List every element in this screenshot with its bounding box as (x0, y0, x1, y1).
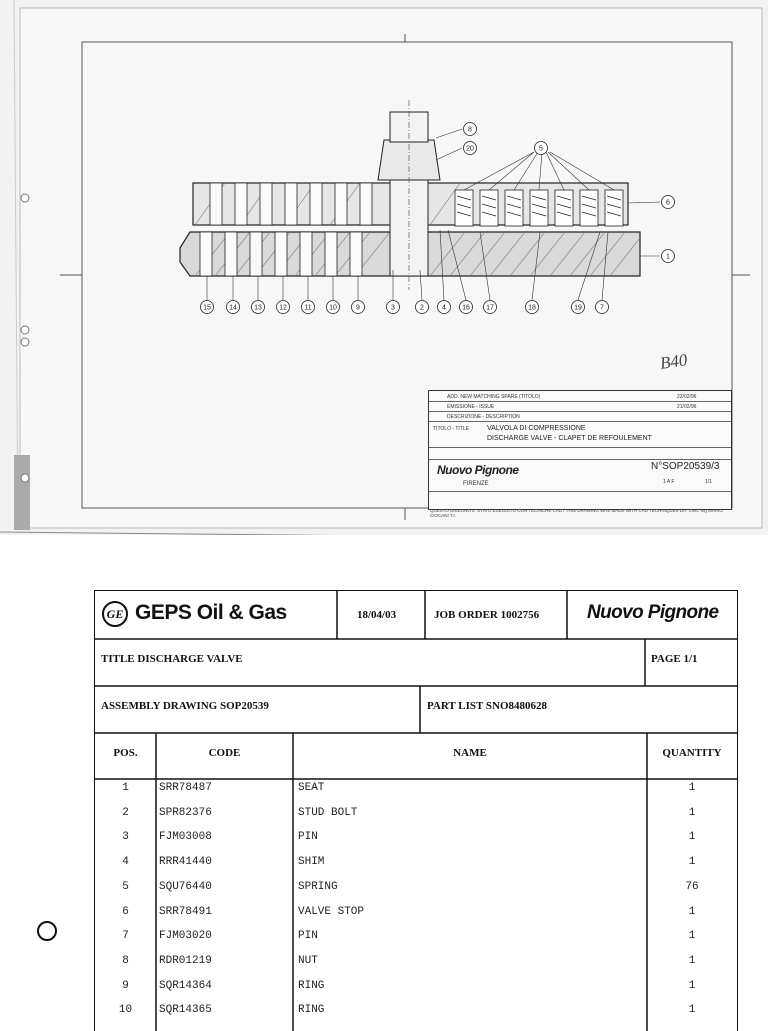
row-name: RING (298, 1004, 325, 1017)
row-pos: 4 (122, 856, 129, 869)
balloon-11 (302, 301, 315, 314)
svg-text:6: 6 (666, 199, 670, 207)
svg-text:19: 19 (574, 304, 582, 312)
balloon-2 (416, 301, 429, 314)
nuovo-pignone-logo: Nuovo Pignone (587, 602, 719, 623)
row-code: RRR41440 (159, 856, 212, 869)
row-quantity: 1 (688, 782, 696, 794)
row-pos: 9 (122, 979, 129, 992)
balloon-15 (201, 301, 214, 314)
balloon-1 (662, 250, 675, 263)
col-header-code: CODE (208, 747, 241, 759)
part-list-ref: PART LIST SNO8480628 (427, 700, 548, 712)
row-name: VALVE STOP (298, 905, 365, 918)
drawing-stamp: B40 (658, 350, 689, 373)
drawing-number: N°SOP20539/3 (651, 461, 720, 472)
page-number: PAGE 1/1 (651, 653, 698, 665)
col-header-name: NAME (453, 747, 487, 759)
balloon-14 (227, 301, 240, 314)
row-pos: 3 (122, 831, 129, 844)
row-quantity: 1 (688, 905, 696, 918)
row-quantity: 1 (688, 979, 696, 992)
balloon-12 (277, 301, 290, 314)
revision-row-2: EMISSIONE - ISSUE (447, 404, 495, 410)
job-order: JOB ORDER 1002756 (434, 609, 540, 621)
drawing-title-en: DISCHARGE VALVE - CLAPET DE REFOULEMENT (487, 435, 652, 442)
svg-text:3: 3 (391, 304, 395, 312)
row-code: FJM03020 (159, 930, 212, 943)
row-pos: 6 (122, 905, 129, 918)
row-code: SPR82376 (159, 806, 212, 819)
svg-text:20: 20 (466, 145, 474, 153)
row-quantity: 1 (688, 806, 696, 819)
row-pos: 1 (122, 782, 129, 794)
row-quantity: 1 (688, 856, 696, 869)
col-header-pos: POS. (113, 747, 138, 759)
row-code: SQR14365 (159, 1004, 212, 1017)
row-pos: 5 (122, 880, 129, 893)
balloon-9 (352, 301, 365, 314)
svg-text:16: 16 (462, 304, 470, 312)
sheet-scale: 1 A F (663, 479, 675, 485)
drawing-title-block (428, 390, 732, 510)
row-pos: 10 (118, 1004, 133, 1017)
balloon-4 (438, 301, 451, 314)
row-pos: 2 (122, 806, 129, 819)
svg-text:18: 18 (528, 304, 536, 312)
row-quantity: 1 (688, 930, 696, 943)
row-code: SRR78487 (159, 782, 212, 794)
row-name: SEAT (298, 782, 325, 794)
balloon-18 (526, 301, 539, 314)
svg-text:9: 9 (356, 304, 360, 312)
row-code: SQR14364 (159, 979, 212, 992)
row-quantity: 76 (685, 880, 699, 893)
svg-text:17: 17 (486, 304, 494, 312)
drawing-title-it: VALVOLA DI COMPRESSIONE (487, 425, 586, 432)
svg-text:13: 13 (254, 304, 262, 312)
drawing-city: FIRENZE (463, 481, 489, 487)
balloon-3 (387, 301, 400, 314)
doc-title: TITLE DISCHARGE VALVE (101, 653, 243, 665)
svg-text:2: 2 (420, 304, 424, 312)
svg-text:12: 12 (279, 304, 287, 312)
balloon-10 (327, 301, 340, 314)
nuovo-pignone-logo-small: Nuovo Pignone (437, 463, 519, 477)
row-pos: 7 (122, 930, 129, 943)
balloon-8 (464, 123, 477, 136)
svg-text:8: 8 (468, 126, 472, 134)
row-pos: 8 (122, 954, 129, 967)
revision-date-2: 21/02/96 (677, 404, 697, 410)
row-name: RING (298, 979, 325, 992)
row-name: PIN (298, 930, 318, 943)
binder-hole (37, 921, 57, 941)
svg-text:1: 1 (666, 253, 670, 261)
part-list-table (94, 590, 738, 1031)
svg-text:10: 10 (329, 304, 337, 312)
svg-text:4: 4 (442, 304, 446, 312)
row-name: NUT (298, 954, 318, 967)
doc-date: 18/04/03 (357, 609, 397, 621)
row-name: SHIM (298, 856, 325, 869)
assembly-drawing-ref: ASSEMBLY DRAWING SOP20539 (101, 700, 269, 712)
balloon-16 (460, 301, 473, 314)
row-code: RDR01219 (159, 954, 212, 967)
revision-row-1: ADD. NEW MATCHING SPARE (TITOLO) (447, 394, 541, 400)
svg-text:5: 5 (539, 145, 543, 153)
brand-name: GEPS Oil & Gas (135, 601, 287, 624)
row-quantity: 1 (688, 954, 696, 967)
balloon-13 (252, 301, 265, 314)
cad-footer-note: QUESTO DISEGNO E' STATO ESEGUITO CON TECNICHE CAD / THIS DRAWING WAS MADE WITH CAD TECHNIQUES DA: CWC mg MARIO CIOCANI T.I. (430, 508, 723, 518)
row-quantity: 1 (688, 1004, 696, 1017)
row-code: FJM03008 (159, 831, 212, 844)
row-name: SPRING (298, 880, 338, 893)
title-label: TITOLO - TITLE (433, 426, 469, 432)
sheet-fraction: 1/1 (705, 479, 712, 485)
svg-text:14: 14 (229, 304, 237, 312)
svg-text:7: 7 (600, 304, 604, 312)
balloon-6 (662, 196, 675, 209)
balloon-17 (484, 301, 497, 314)
balloon-19 (572, 301, 585, 314)
svg-text:11: 11 (304, 304, 312, 312)
row-quantity: 1 (688, 831, 696, 844)
row-name: STUD BOLT (298, 806, 358, 819)
revision-date-1: 22/02/96 (677, 394, 697, 400)
row-name: PIN (298, 831, 318, 844)
balloon-5 (535, 142, 548, 155)
balloon-20 (464, 142, 477, 155)
row-code: SQU76440 (159, 880, 212, 893)
ge-logo-icon: GE (102, 601, 128, 627)
revision-row-3: DESCRIZIONE - DESCRIPTION (447, 414, 520, 420)
row-code: SRR78491 (159, 905, 212, 918)
balloon-7 (596, 301, 609, 314)
svg-text:15: 15 (203, 304, 211, 312)
col-header-quantity: QUANTITY (662, 747, 722, 759)
